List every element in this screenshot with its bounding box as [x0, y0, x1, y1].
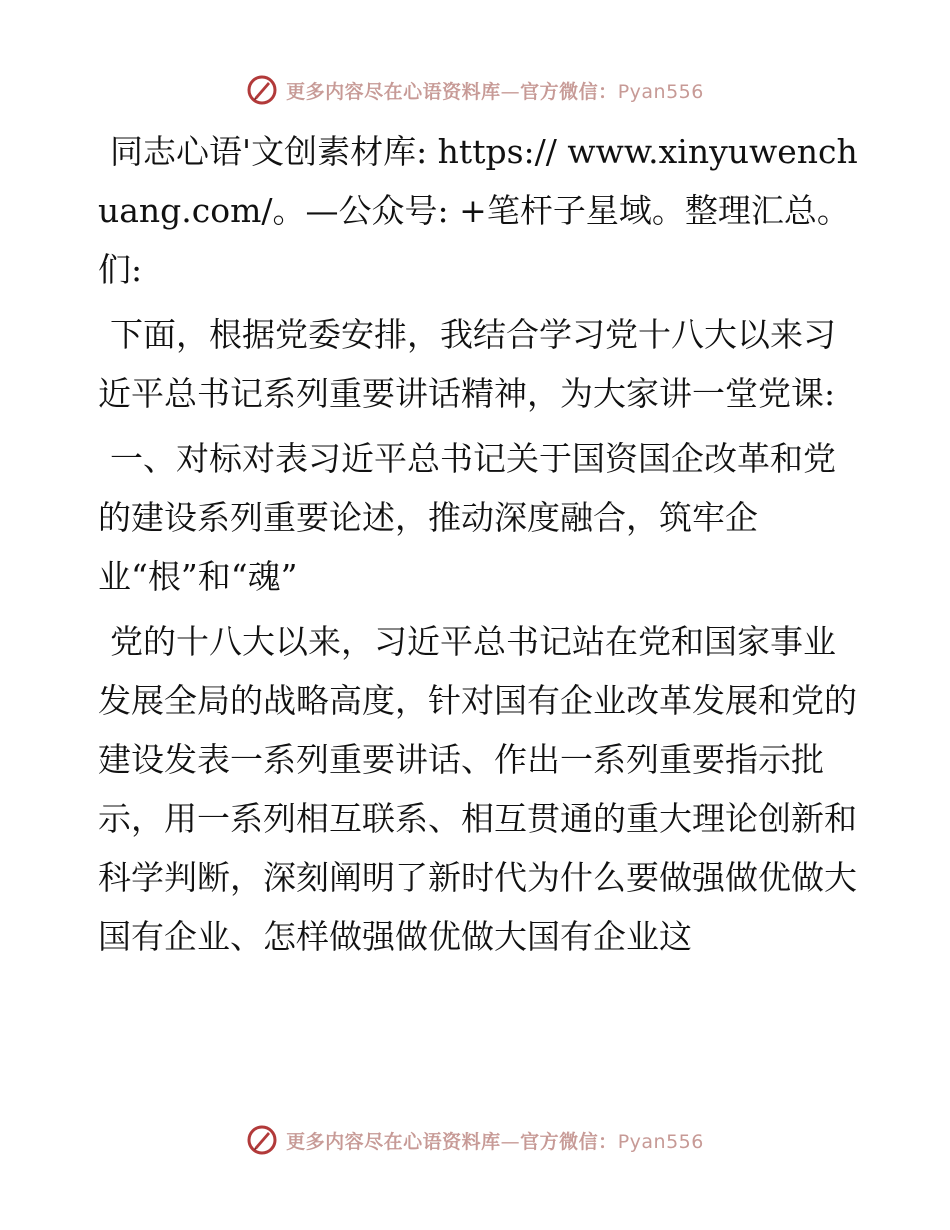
watermark-text: 更多内容尽在心语资料库—官方微信：Pyan556 — [286, 1130, 704, 1153]
watermark-text: 更多内容尽在心语资料库—官方微信：Pyan556 — [286, 80, 704, 103]
header-watermark — [0, 70, 950, 110]
document-body — [98, 122, 858, 972]
section-heading: 一、对标对表习近平总书记关于国资国企改革和党的建设系列重要论述，推动深度融合，筑牢企业“根”和“魂” — [98, 439, 836, 596]
quill-logo-icon — [246, 74, 278, 106]
footer-watermark — [0, 1120, 950, 1160]
body-paragraph: 党的十八大以来，习近平总书记站在党和国家事业发展全局的战略高度，针对国有企业改革发展和党的建设发表一系列重要讲话、作出一系列重要指示批示，用一系列相互联系、相互贯通的重大理论创新和科学判断，深刻阐明了新时代为什么要做强做优做大国有企业、怎样做强做优做大国有企业这 — [98, 622, 857, 956]
quill-logo-icon — [246, 1124, 278, 1156]
opening-paragraph: 下面，根据党委安排，我结合学习党十八大以来习近平总书记系列重要讲话精神，为大家讲一堂党课: — [98, 315, 836, 413]
intro-paragraph: 同志心语'文创素材库: https:// www.xinyuwenchuang.com/。—公众号: +笔杆子星域。整理汇总。们: — [98, 132, 858, 289]
